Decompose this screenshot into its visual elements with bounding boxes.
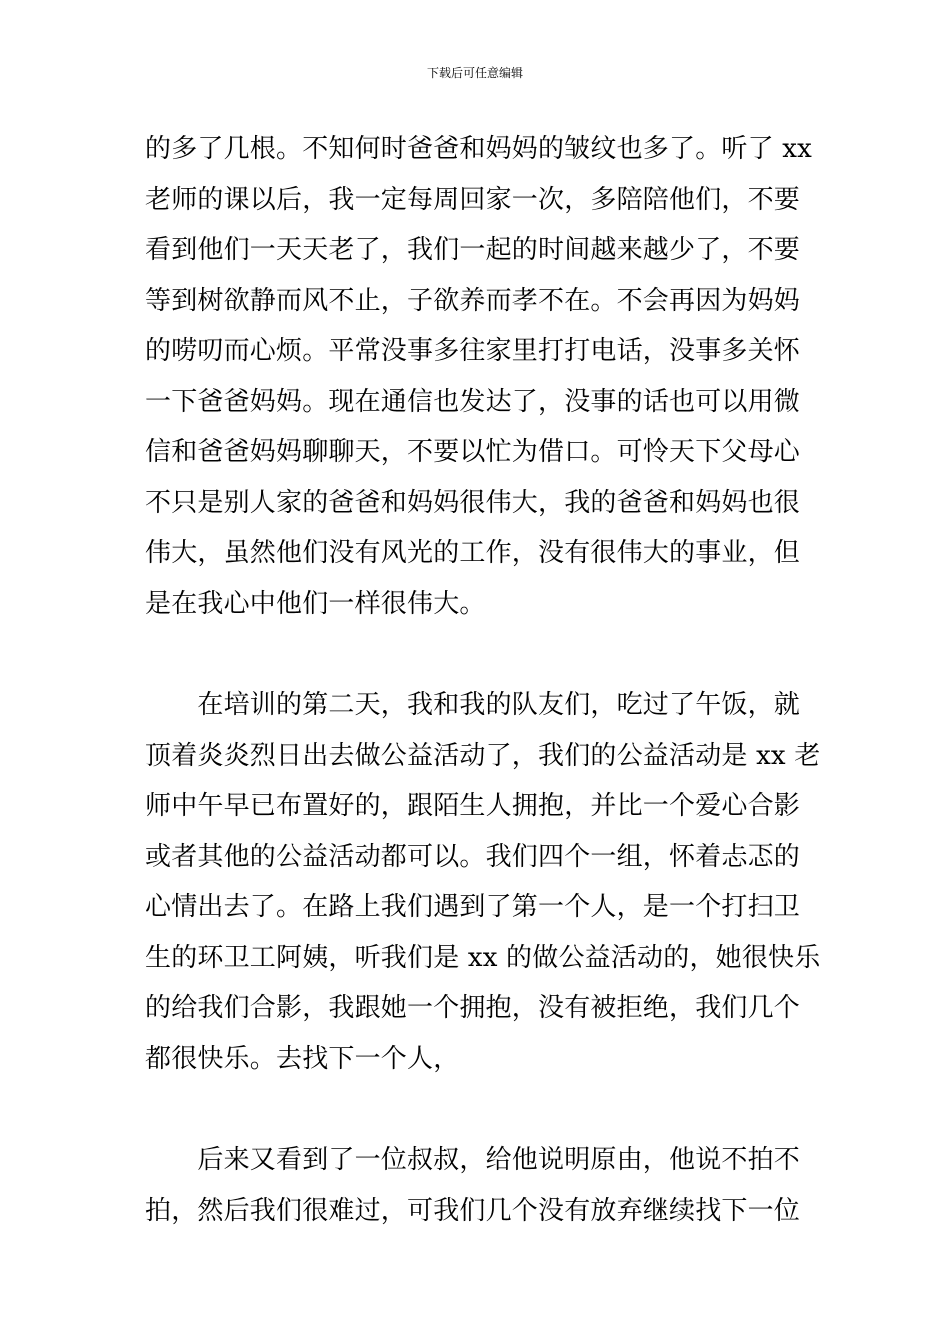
text-line: 的多了几根。不知何时爸爸和妈妈的皱纹也多了。听了 xx [145, 134, 812, 164]
paragraph [145, 124, 810, 629]
paragraph [145, 680, 821, 1084]
text-line: 不只是别人家的爸爸和妈妈很伟大，我的爸爸和妈妈也很 [145, 487, 801, 518]
page-header: 下载后可任意编辑 [426, 66, 523, 80]
text-line: 顶着炎炎烈日出去做公益活动了，我们的公益活动是 xx 老 [145, 740, 821, 771]
text-line: 或者其他的公益活动都可以。我们四个一组，怀着忐忑的 [145, 841, 801, 872]
text-line: 信和爸爸妈妈聊聊天，不要以忙为借口。可怜天下父母心 [145, 437, 801, 467]
text-line: 都很快乐。去找下一个人， [145, 1043, 460, 1074]
text-line: 是在我心中他们一样很伟大。 [145, 588, 486, 619]
text-line: 拍，然后我们很难过，可我们几个没有放弃继续找下一位 [145, 1195, 801, 1226]
text-line: 伟大，虽然他们没有风光的工作，没有很伟大的事业，但 [145, 538, 801, 568]
text-line: 看到他们一天天老了，我们一起的时间越来越少了，不要 [145, 235, 801, 265]
document-body [145, 124, 821, 1236]
text-line: 一下爸爸妈妈。现在通信也发达了，没事的话也可以用微 [145, 386, 801, 417]
text-line: 生的环卫工阿姨，听我们是 xx 的做公益活动的，她很快乐 [145, 942, 821, 973]
text-line: 师中午早已布置好的，跟陌生人拥抱，并比一个爱心合影 [145, 791, 801, 821]
text-line: 的唠叨而心烦。平常没事多往家里打打电话，没事多关怀 [145, 336, 801, 366]
paragraph-gap [145, 629, 810, 680]
text-line: 心情出去了。在路上我们遇到了第一个人，是一个打扫卫 [145, 892, 801, 922]
text-line: 在培训的第二天，我和我的队友们，吃过了午饭，就 [145, 690, 801, 720]
text-line: 老师的课以后，我一定每周回家一次，多陪陪他们，不要 [145, 184, 801, 215]
text-line: 等到树欲静而风不止，子欲养而孝不在。不会再因为妈妈 [145, 285, 801, 316]
text-line: 的给我们合影，我跟她一个拥抱，没有被拒绝，我们几个 [145, 993, 801, 1023]
text-line: 后来又看到了一位叔叔，给他说明原由，他说不拍不 [145, 1145, 801, 1175]
paragraph [145, 1135, 810, 1236]
paragraph-gap [145, 1084, 810, 1135]
